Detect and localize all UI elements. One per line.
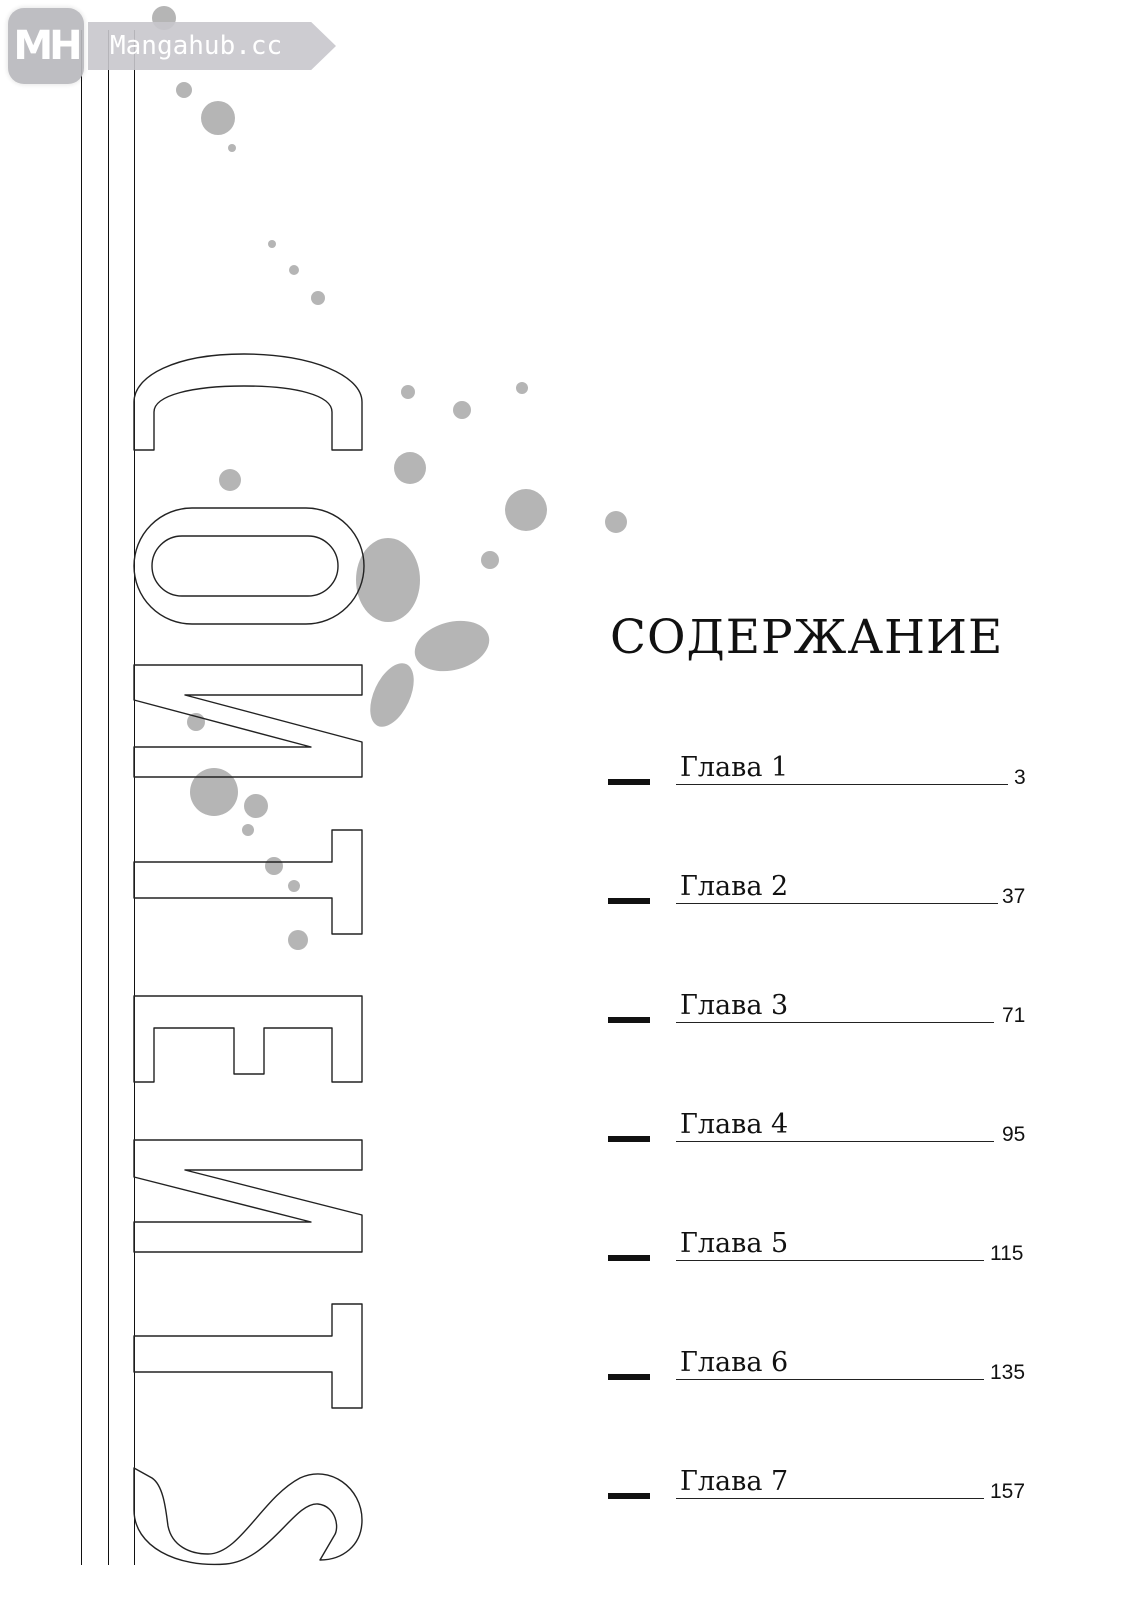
toc-entry-page: 71 [1002,1004,1026,1027]
toc-entry-page: 157 [990,1480,1026,1503]
toc-entry[interactable] [608,1347,1028,1397]
toc-leader-line [676,1141,994,1142]
toc-dash [608,1017,650,1023]
toc-title: СОДЕРЖАНИЕ [610,610,1004,665]
toc-entry-label: Глава 2 [680,871,789,902]
toc-entry[interactable] [608,990,1028,1040]
toc-entry-label: Глава 3 [680,990,789,1021]
toc-entry-label: Глава 5 [680,1228,789,1259]
ink-splatters [152,6,627,950]
toc-dash [608,898,650,904]
toc-leader-line [676,1260,984,1261]
toc-entry-page: 115 [990,1242,1024,1265]
toc-entry[interactable] [608,1109,1028,1159]
toc-entry-label: Глава 4 [680,1109,789,1140]
watermark-logo: MH [8,8,84,84]
toc-leader-line [676,1022,994,1023]
toc-leader-line [676,1379,984,1380]
toc-entry-page: 135 [990,1361,1026,1384]
contents-letter-outlines [134,354,364,1564]
toc-dash [608,779,650,785]
toc-entry-label: Глава 7 [680,1466,789,1497]
toc-entry[interactable] [608,871,1028,921]
toc-entry[interactable] [608,752,1028,802]
toc-entry[interactable] [608,1466,1028,1516]
toc-leader-line [676,784,1008,785]
toc-leader-line [676,1498,984,1499]
toc-dash [608,1255,650,1261]
toc-entry-page: 95 [1002,1123,1026,1146]
toc-leader-line [676,903,998,904]
toc-entry-page: 3 [1014,766,1026,789]
toc-entry[interactable] [608,1228,1028,1278]
watermark-site-text: Mangahub.cc [110,31,283,61]
toc-entry-label: Глава 1 [680,752,789,783]
toc-dash [608,1374,650,1380]
toc-entry-page: 37 [1002,885,1026,908]
toc-dash [608,1493,650,1499]
toc-entry-label: Глава 6 [680,1347,789,1378]
toc-dash [608,1136,650,1142]
